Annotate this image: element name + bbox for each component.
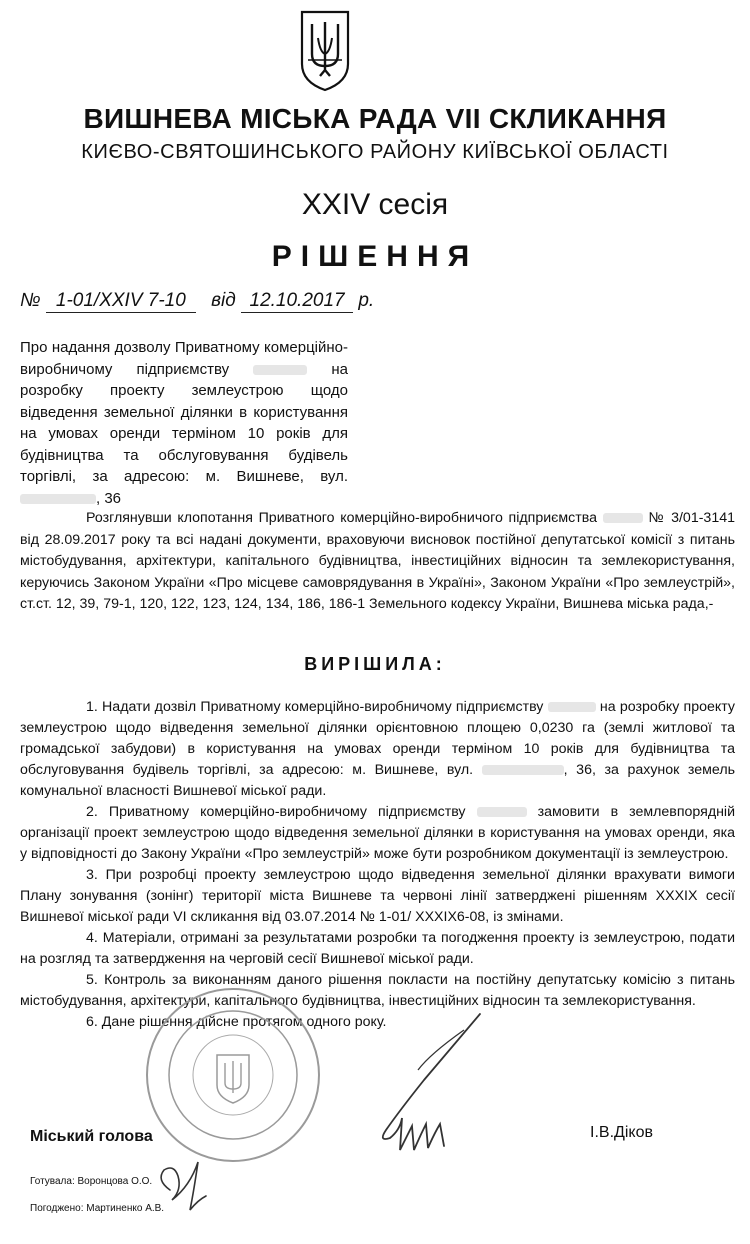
initials-signature (150, 1150, 220, 1230)
redacted-name (603, 513, 643, 523)
decision-item-1: 1. Надати дозвіл Приватному комерційно-виробничому підприємству на розробку проекту землеустрою щодо відведення земельної ділянки орієнтовною площею 0,0230 га (землі житлової та громадської забудови) в користування на умовах оренди терміном 10 років для будівництва та обслуговування будівель торгівлі, за адресою: м. Вишневе, вул. , 36, за рахунок земель комунальної власності Вишневої міської ради. (20, 699, 736, 799)
trident-coat-of-arms-icon (298, 8, 352, 92)
decision-number: 1-01/XXIV 7-10 (46, 290, 196, 313)
decision-subject (20, 337, 348, 509)
decision-items (20, 697, 735, 1033)
district-title: КИЄВО-СВЯТОШИНСЬКОГО РАЙОНУ КИЇВСЬКОЇ ОБЛАСТІ (81, 141, 669, 163)
decision-item-3: 3. При розробці проекту землеустрою щодо відведення земельної ділянки врахувати вимоги Плану зонування (зонінг) території міста Вишневе та червоні лінії затверджені рішенням XXXIX сесії Вишневої міської ради VI скликання від 03.07.2014 № 1-01/ XXXIX6-08, із змінами. (20, 867, 735, 925)
subject-text-2: на розробку проекту землеустрою щодо відведення земельної ділянки в користування на умовах оренди терміном 10 років для будівництва та обслуговування будівель торгівлі, за адресою: м. Вишневе, вул. (20, 360, 349, 485)
decision-item-2: 2. Приватному комерційно-виробничому підприємству замовити в землевпорядній організації проект землеустрою щодо відведення земельної ділянки в користування на умовах оренди, яка у відповідності до Закону України «Про землеустрій» може бути розробником документації із землеустрою. (20, 804, 736, 862)
handwritten-signature (360, 1010, 490, 1170)
session-label: XXIV сесія (301, 188, 449, 221)
official-seal-stamp (143, 985, 323, 1165)
approved-by: Погоджено: Мартиненко А.В. (30, 1203, 165, 1214)
mayor-name: І.В.Діков (590, 1124, 653, 1141)
subject-text-1: Про надання дозволу Приватному комерційно-виробничому підприємству (20, 339, 348, 378)
number-prefix: № (20, 290, 41, 311)
decision-item-6: 6. Дане рішення дійсне протягом одного року. (86, 1014, 387, 1030)
council-title: ВИШНЕВА МІСЬКА РАДА VII СКЛИКАННЯ (83, 103, 667, 134)
mayor-title: Міський голова (30, 1128, 153, 1145)
decision-item-4: 4. Матеріали, отримані за результатами розробки та погодження проекту із землеустрою, подати на розгляд та затвердження на черговій сесії Вишневої міської ради. (20, 930, 735, 967)
decision-date: 12.10.2017 (241, 290, 353, 313)
decision-number-line (20, 290, 374, 313)
redacted-name (477, 807, 527, 817)
redacted-name (253, 365, 307, 375)
decision-item-5: 5. Контроль за виконанням даного рішення покласти на постійну депутатську комісію з питань містобудування, архітектури, капітального будівництва, інвестиційних відносин та землекористування. (20, 972, 735, 1009)
document-type-heading: РІШЕННЯ (271, 240, 479, 273)
date-suffix: р. (358, 290, 375, 311)
redacted-street (20, 494, 96, 504)
preamble-text-2: № 3/01-3141 від 28.09.2017 року та всі надані документи, враховуючи висновок постійної депутатської комісії з питань містобудування, архітектури, капітального будівництва, інвестиційних відносин та землекористування, керуючись Законом України «Про місцеве самоврядування в Україні», Законом України «Про землеустрій», ст.ст. 12, 39, 79-1, 120, 122, 123, 124, 134, 186, 186-1 Земельного кодексу України, Вишнева міська рада,- (20, 510, 735, 612)
redacted-name (548, 702, 596, 712)
subject-text-3: , 36 (96, 489, 122, 507)
date-prefix: від (211, 290, 236, 311)
resolved-heading: ВИРІШИЛА: (304, 654, 446, 674)
redacted-street (482, 765, 564, 775)
preamble-paragraph (20, 508, 735, 616)
prepared-by: Готувала: Воронцова О.О. (30, 1176, 153, 1187)
preamble-text-1: Розглянувши клопотання Приватного комерційно-виробничого підприємства (86, 510, 598, 526)
